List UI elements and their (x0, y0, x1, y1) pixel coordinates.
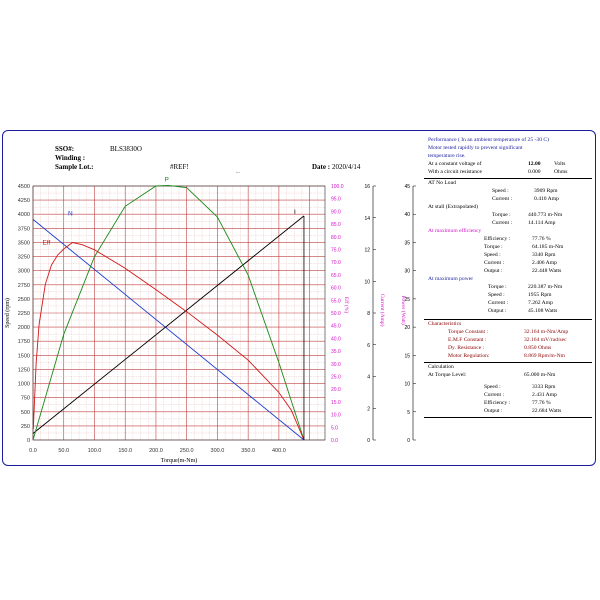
resistance-row-label: With a circuit resistance (428, 169, 482, 175)
calc-head (424, 364, 592, 372)
char-row-value: 0.850 Ohms (524, 345, 552, 351)
maxeff-row-label: Output : (484, 268, 503, 274)
stall-row-label: Torque : (492, 212, 511, 218)
calc-row-value: 2.431 Amp (532, 392, 557, 398)
calc-row-value: 22.684 Watts (532, 408, 562, 414)
eff-tick-label: 100.0 (331, 184, 344, 190)
panel-note (424, 145, 592, 153)
power-axis-title: Power (Watt) (400, 295, 406, 325)
eff-tick-label: 85.0 (331, 222, 341, 229)
ref-value: #REF! (170, 163, 189, 171)
speed-tick-label: 1750 (17, 339, 30, 346)
chart-axes (4, 184, 416, 464)
speed-tick-label: 2250 (17, 311, 30, 317)
maxeff-row-value: 77.76 % (532, 236, 551, 242)
performance-panel (424, 133, 592, 463)
maxpow-row-label: Speed : (488, 292, 505, 298)
stall-row (424, 220, 592, 228)
current-tick-label: 6 (367, 342, 370, 349)
eff-tick-label: 65.0 (331, 272, 341, 279)
current-tick-label: 14 (364, 215, 370, 222)
x-tick-label: 250.0 (179, 448, 194, 454)
stall-row (424, 212, 592, 220)
series-line-i (33, 216, 304, 434)
maxpow-row-label: Output : (488, 308, 507, 314)
calc-row (424, 400, 592, 408)
maxeff-row-value: 2.406 Amp (532, 260, 557, 266)
header-dots: ... (236, 170, 240, 175)
char-row-value: 32.164 mV/rad/sec (524, 337, 567, 343)
calc-head-label: Calculation (428, 364, 454, 370)
power-tick-label: 45 (404, 184, 410, 190)
eff-tick-label: 0.0 (331, 438, 338, 444)
calc-row-value: 3333 Rpm (532, 384, 556, 390)
maxeff-head (424, 228, 592, 236)
speed-tick-label: 3750 (17, 226, 30, 233)
char-row-value: 8.869 Rpm/m-Nm (524, 353, 566, 359)
calc-torque-row-label: At Torque Level: (428, 372, 467, 378)
calc-row (424, 392, 592, 400)
speed-tick-label: 3500 (17, 240, 30, 247)
power-tick-label: 10 (404, 381, 410, 388)
char-row-value: 32.164 m-Nm/Amp (524, 329, 569, 335)
maxeff-row (424, 236, 592, 244)
power-tick-label: 5 (407, 409, 410, 416)
calc-row-value: 77.76 % (532, 400, 551, 406)
maxeff-row-value: 3340 Rpm (532, 252, 556, 258)
char-head-label: Characteristics (428, 321, 462, 327)
char-row (424, 329, 592, 337)
maxeff-row-value: 64.185 m-Nm (532, 244, 564, 250)
noload-row (424, 196, 592, 204)
power-tick-label: 30 (404, 268, 410, 275)
speed-tick-label: 4500 (17, 184, 30, 190)
voltage-unit: Volts (554, 161, 566, 167)
power-tick-label: 35 (404, 240, 410, 247)
noload-row-label: Current : (492, 196, 513, 202)
panel-divider (424, 319, 592, 320)
sso-value: BLS3830O (110, 145, 142, 153)
maxpow-row (424, 308, 592, 316)
x-tick-label: 100.0 (87, 448, 102, 454)
speed-tick-label: 3250 (17, 254, 30, 261)
panel-title (424, 137, 592, 145)
x-tick-label: 50.0 (58, 448, 70, 454)
eff-tick-label: 60.0 (331, 285, 341, 292)
current-axis-title: Current (Amp) (379, 293, 385, 327)
eff-axis-title: Eff (%) (343, 296, 349, 314)
panel-divider (424, 417, 592, 418)
sample-label: Sample Lot.: (55, 163, 94, 171)
speed-axis-title: Speed (rpm) (5, 298, 11, 328)
maxpow-head (424, 276, 592, 284)
maxeff-row-label: Speed : (484, 252, 501, 258)
winding-label: Winding : (55, 154, 86, 162)
series-label-n: N (68, 210, 73, 218)
maxeff-row-label: Efficiency : (484, 236, 511, 242)
maxpow-row-label: Torque : (488, 284, 507, 290)
eff-tick-label: 15.0 (331, 399, 341, 406)
series-label-eff: Eff (42, 239, 51, 247)
chart-labels (42, 176, 296, 246)
power-tick-label: 40 (404, 212, 410, 219)
panel-divider (424, 178, 592, 179)
power-tick-label: 20 (404, 325, 410, 332)
x-tick-label: 300.0 (210, 448, 225, 454)
voltage-row (424, 161, 592, 169)
maxpow-row (424, 284, 592, 292)
calc-row-label: Output : (484, 408, 503, 414)
chart-grid (33, 186, 325, 440)
calc-torque-row-value: 65.000 m-Nm (524, 372, 556, 378)
power-tick-label: 0 (407, 438, 410, 444)
char-head (424, 321, 592, 329)
resistance-unit: Ohms (554, 169, 568, 175)
x-tick-label: 400.0 (272, 448, 286, 454)
speed-tick-label: 2500 (17, 296, 30, 303)
panel-divider (424, 362, 592, 363)
current-tick-label: 2 (367, 406, 370, 413)
maxeff-row (424, 260, 592, 268)
noload-row-value: 0.410 Amp (534, 196, 559, 202)
resistance-row (424, 169, 592, 177)
speed-tick-label: 750 (20, 395, 30, 402)
char-row (424, 345, 592, 353)
eff-tick-label: 35.0 (331, 349, 341, 356)
char-row-label: E.M.F Constant : (448, 337, 487, 343)
panel-note (424, 153, 592, 161)
resistance-row-value: 0.000 (528, 169, 541, 175)
noload-row-label: Speed : (492, 188, 509, 194)
current-tick-label: 16 (364, 184, 370, 190)
eff-tick-label: 80.0 (331, 234, 341, 241)
date-value: 2020/4/14 (332, 163, 361, 171)
x-tick-label: 150.0 (118, 448, 133, 454)
series-line-n (33, 219, 304, 440)
noload-head (424, 180, 592, 188)
stall-row-value: 14.114 Amp (528, 220, 556, 226)
maxpow-row (424, 292, 592, 300)
maxpow-row-value: 45.108 Watts (528, 308, 558, 314)
maxpow-head-label: At maximum power (428, 276, 474, 282)
eff-tick-label: 5.0 (331, 425, 338, 432)
maxeff-row-label: Current : (484, 260, 505, 266)
stall-head-label: At stall (Extrapolated) (428, 204, 479, 210)
char-row-label: Motor Regulation: (448, 353, 490, 359)
maxeff-head-label: At maximum efficiency (428, 228, 482, 234)
current-tick-label: 8 (367, 311, 370, 317)
maxeff-row-label: Torque : (484, 244, 503, 250)
calc-torque-row (424, 372, 592, 380)
eff-tick-label: 70.0 (331, 260, 341, 267)
maxpow-row-value: 7.262 Amp (528, 300, 553, 306)
speed-tick-label: 250 (20, 423, 30, 430)
eff-tick-label: 95.0 (331, 196, 341, 203)
char-row-label: Dy. Resistance : (448, 345, 485, 351)
power-tick-label: 25 (404, 296, 410, 303)
speed-tick-label: 0 (26, 438, 30, 444)
speed-tick-label: 1500 (17, 353, 30, 360)
maxpow-row (424, 300, 592, 308)
speed-tick-label: 500 (20, 409, 30, 416)
char-row-label: Torque Constant : (448, 329, 489, 335)
eff-tick-label: 55.0 (331, 298, 341, 305)
speed-tick-label: 3000 (17, 268, 30, 275)
char-row (424, 337, 592, 345)
maxpow-row-value: 1955 Rpm (528, 292, 552, 298)
eff-tick-label: 10.0 (331, 412, 341, 419)
x-tick-label: 350.0 (241, 448, 256, 454)
speed-tick-label: 4000 (17, 212, 30, 219)
panel-note-label: Motor tested rapidly to prevent significant (428, 145, 523, 151)
calc-row-label: Current : (484, 392, 505, 398)
speed-tick-label: 1250 (17, 367, 30, 374)
power-tick-label: 15 (404, 353, 410, 360)
maxeff-row (424, 244, 592, 252)
maxeff-row (424, 252, 592, 260)
current-tick-label: 4 (367, 374, 370, 381)
calc-row-label: Efficiency : (484, 400, 511, 406)
maxeff-row-value: 22.448 Watts (532, 268, 562, 274)
speed-tick-label: 1000 (17, 381, 30, 388)
stall-row-value: 440.773 m-Nm (528, 212, 563, 218)
maxpow-row-label: Current : (488, 300, 509, 306)
x-axis-title: Torque(m-Nm) (160, 458, 198, 464)
voltage-row-value: 12.00 (528, 161, 541, 167)
eff-tick-label: 25.0 (331, 374, 341, 381)
eff-tick-label: 30.0 (331, 361, 341, 368)
eff-tick-label: 50.0 (331, 311, 341, 317)
eff-tick-label: 20.0 (331, 387, 341, 394)
current-tick-label: 0 (367, 438, 370, 444)
series-label-i: I (293, 208, 296, 216)
eff-tick-label: 90.0 (331, 209, 341, 216)
maxpow-row-value: 220.387 m-Nm (528, 284, 563, 290)
date-label: Date : (312, 163, 331, 171)
panel-title-label: Performance ( In an ambient temperature of 25 -30 C) (428, 137, 549, 143)
eff-tick-label: 40.0 (331, 336, 341, 343)
series-label-p: P (164, 176, 169, 184)
sso-label: SSO#: (55, 145, 75, 153)
calc-row (424, 408, 592, 416)
calc-row (424, 384, 592, 392)
x-tick-label: 200.0 (149, 448, 163, 454)
noload-row-value: 3909 Rpm (534, 188, 558, 194)
eff-tick-label: 75.0 (331, 247, 341, 254)
char-row (424, 353, 592, 361)
speed-tick-label: 2750 (17, 282, 30, 289)
current-tick-label: 12 (364, 247, 370, 254)
panel-note-label: temperature rise. (428, 153, 466, 159)
noload-row (424, 188, 592, 196)
stall-row-label: Current : (492, 220, 513, 226)
speed-tick-label: 4250 (17, 198, 30, 205)
speed-tick-label: 2000 (17, 325, 30, 332)
calc-row-label: Speed : (484, 384, 501, 390)
noload-head-label: AT No Load (428, 180, 456, 186)
stall-head (424, 204, 592, 212)
maxeff-row (424, 268, 592, 276)
current-tick-label: 10 (364, 279, 370, 286)
voltage-row-label: At a constant voltage of (428, 161, 482, 167)
eff-tick-label: 45.0 (331, 323, 341, 330)
x-tick-label: 0.0 (29, 448, 37, 454)
